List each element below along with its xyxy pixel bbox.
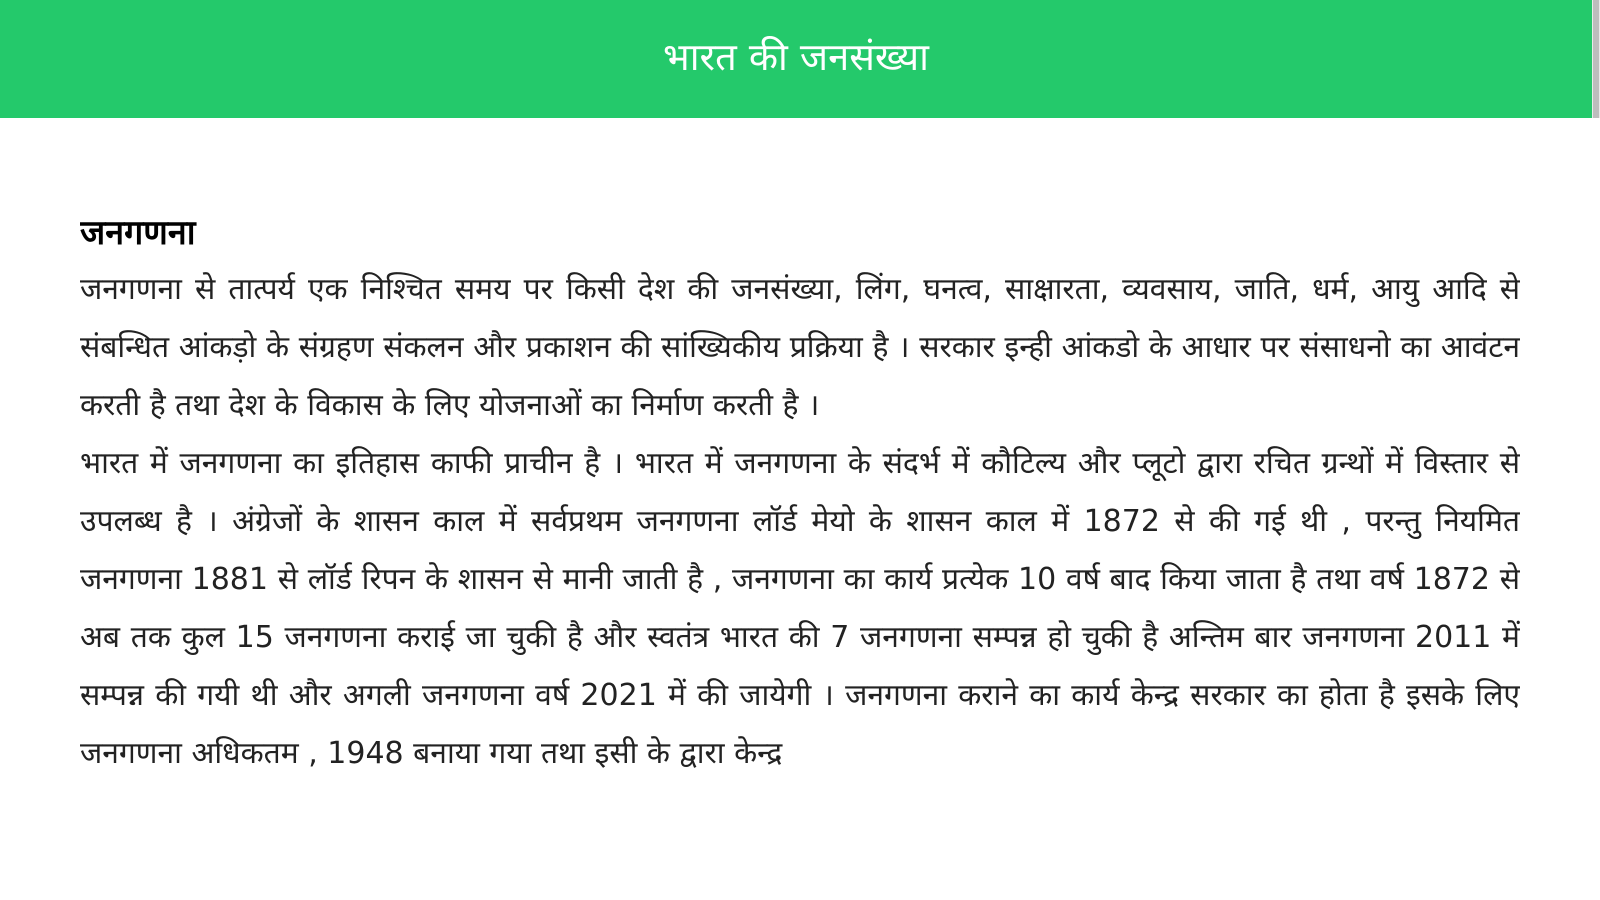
scrollbar[interactable] xyxy=(1592,0,1600,118)
article-paragraph-2: भारत में जनगणना का इतिहास काफी प्राचीन है । भारत में जनगणना के संदर्भ में कौटिल्य और प्लूटो द्वारा रचित ग्रन्थों में विस्तार से उपलब्ध है । अंग्रेजों के शासन काल में सर्वप्रथम जनगणना लॉर्ड मेयो के शासन काल में 1872 से की गई थी , परन्तु नियमित जनगणना 1881 से लॉर्ड रिपन के शासन से मानी जाती है , जनगणना का कार्य प्रत्येक 10 वर्ष बाद किया जाता है तथा वर्ष 1872 से अब तक कुल 15 जनगणना कराई जा चुकी है और स्वतंत्र भारत की 7 जनगणना सम्पन्न हो चुकी है अन्तिम बार जनगणना 2011 में सम्पन्न की गयी थी और अगली जनगणना वर्ष 2021 में की जायेगी । जनगणना कराने का कार्य केन्द्र सरकार का होता है इसके लिए जनगणना अधिकतम , 1948 बनाया गया तथा इसी के द्वारा केन्द्र xyxy=(80,446,1520,771)
article-paragraph-1: जनगणना से तात्पर्य एक निश्चित समय पर किसी देश की जनसंख्या, लिंग, घनत्व, साक्षारता, व्यवसाय, जाति, धर्म, आयु आदि से संबन्धित आंकड़ो के संग्रहण संकलन और प्रकाशन की सांख्यिकीय प्रक्रिया है । सरकार इन्ही आंकडो के आधार पर संसाधनो का आवंटन करती है तथा देश के विकास के लिए योजनाओं का निर्माण करती है । xyxy=(80,272,1520,423)
app-header xyxy=(0,0,1592,118)
scrollbar-thumb[interactable] xyxy=(1593,0,1599,118)
article-content xyxy=(80,205,1520,900)
section-heading: जनगणना xyxy=(80,213,196,253)
page-title: भारत की जनसंख्या xyxy=(662,35,930,79)
